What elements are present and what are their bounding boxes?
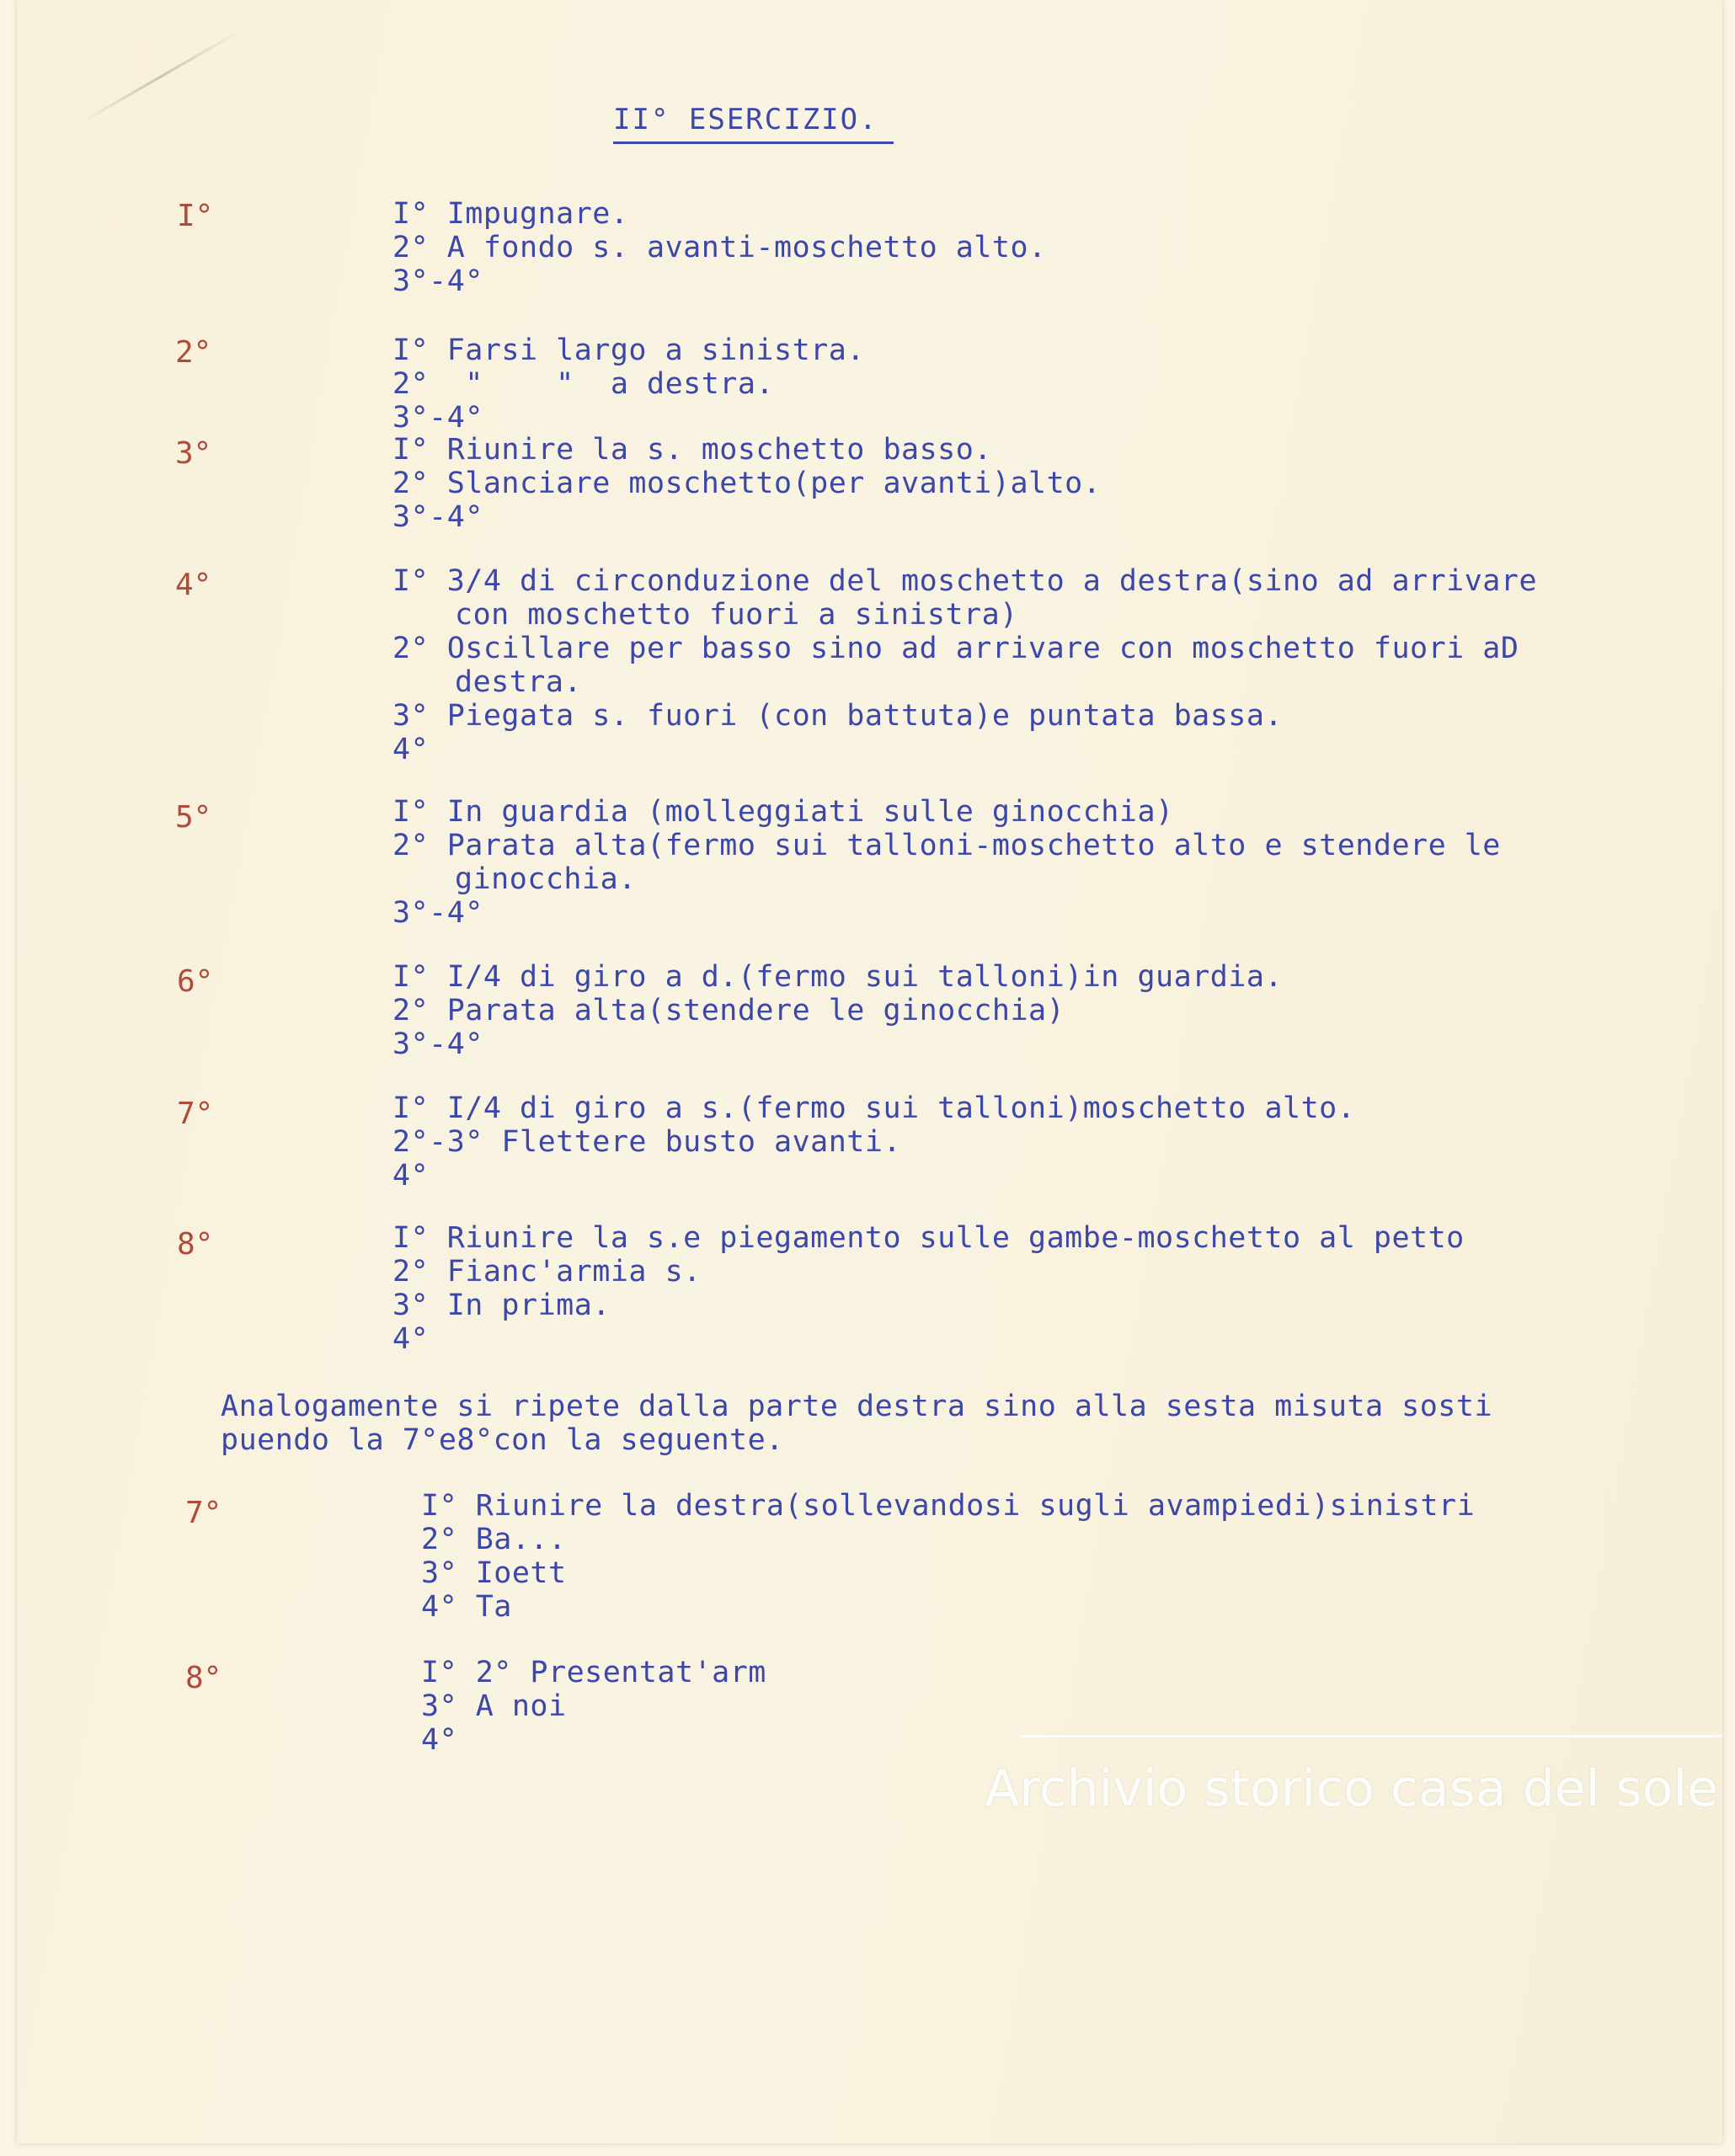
text-line: 4° Ta xyxy=(421,1590,512,1624)
text-line: 4° xyxy=(421,1723,458,1757)
step-number-3: 3° xyxy=(175,436,212,471)
text-line: I° Riunire la s. moschetto basso. xyxy=(392,433,992,467)
text-line: 3°-4° xyxy=(392,401,483,435)
document-title: II° ESERCIZIO. xyxy=(613,103,894,144)
text-line: 3°-4° xyxy=(392,264,483,298)
text-line: 3°-4° xyxy=(392,896,483,930)
step-number-5: 5° xyxy=(175,800,212,835)
text-line: 3°-4° xyxy=(392,1027,483,1061)
text-line: puendo la 7°e8°con la seguente. xyxy=(221,1423,784,1457)
text-line: I° 2° Presentat'arm xyxy=(421,1656,766,1689)
text-line: I° 3/4 di circonduzione del moschetto a destra(sino ad arrivare xyxy=(392,564,1538,598)
text-line: ginocchia. xyxy=(455,862,637,896)
text-line: 3° In prima. xyxy=(392,1289,611,1322)
text-line: 2° A fondo s. avanti-moschetto alto. xyxy=(392,231,1047,264)
archive-watermark xyxy=(985,1735,1722,1843)
text-line: 2° Parata alta(fermo sui talloni-moschetto alto e stendere le xyxy=(392,829,1501,862)
text-line: 3°-4° xyxy=(392,500,483,534)
text-line: 2° Slanciare moschetto(per avanti)alto. xyxy=(392,467,1102,500)
text-line: I° Farsi largo a sinistra. xyxy=(392,334,865,367)
text-line: I° I/4 di giro a d.(fermo sui talloni)in guardia. xyxy=(392,960,1284,994)
text-line: 3° Piegata s. fuori (con battuta)e puntata bassa. xyxy=(392,699,1284,733)
text-line: Analogamente si ripete dalla parte destra sino alla sesta misuta sosti xyxy=(221,1390,1493,1423)
text-line: 4° xyxy=(392,1322,430,1356)
step-number-8: 8° xyxy=(177,1227,214,1262)
step-number-8b: 8° xyxy=(185,1661,222,1695)
step-number-6: 6° xyxy=(177,964,214,999)
step-number-4: 4° xyxy=(175,568,212,602)
step-number-7: 7° xyxy=(177,1097,214,1131)
text-line: I° Riunire la s.e piegamento sulle gambe-moschetto al petto xyxy=(392,1221,1465,1255)
text-line: I° I/4 di giro a s.(fermo sui talloni)moschetto alto. xyxy=(392,1091,1356,1125)
text-line: 3° Ioett xyxy=(421,1556,567,1590)
text-line: I° Riunire la destra(sollevandosi sugli avampiedi)sinistri xyxy=(421,1489,1476,1523)
text-line: destra. xyxy=(455,665,583,699)
text-line: 2° Oscillare per basso sino ad arrivare con moschetto fuori aD xyxy=(392,632,1519,665)
paper-crease xyxy=(79,29,241,125)
step-number-7b: 7° xyxy=(185,1496,222,1530)
text-line: 4° xyxy=(392,1159,430,1193)
text-line: I° Impugnare. xyxy=(392,197,629,231)
step-number-1: I° xyxy=(177,199,214,233)
text-line: 2° Parata alta(stendere le ginocchia) xyxy=(392,994,1065,1027)
text-line: 4° xyxy=(392,733,430,766)
text-line: I° In guardia (molleggiati sulle ginocchia) xyxy=(392,795,1174,829)
text-line: 2° Fianc'armia s. xyxy=(392,1255,702,1289)
text-line: 2° Ba... xyxy=(421,1523,567,1556)
step-number-2: 2° xyxy=(175,335,212,370)
watermark-text: Archivio storico casa del sole xyxy=(985,1759,1718,1818)
text-line: con moschetto fuori a sinistra) xyxy=(455,598,1018,632)
text-line: 3° A noi xyxy=(421,1689,567,1723)
text-line: 2°-3° Flettere busto avanti. xyxy=(392,1125,902,1159)
text-line: 2° " " a destra. xyxy=(392,367,775,401)
